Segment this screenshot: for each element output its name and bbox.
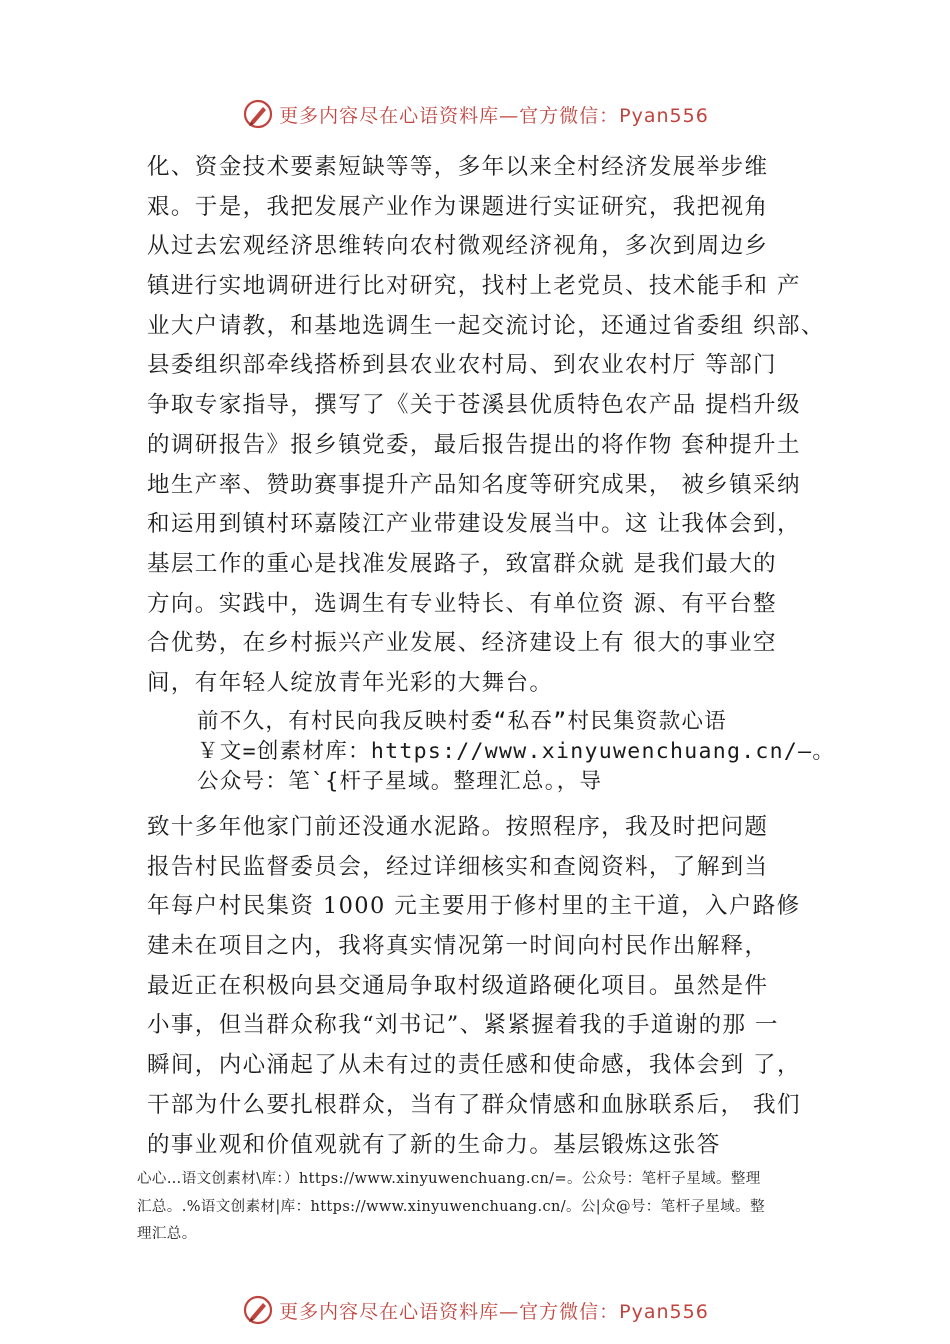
text-line: 瞬间，内心涌起了从未有过的责任感和使命感，我体会到 了， xyxy=(147,1052,801,1079)
footnote-line: 心心…语文创素材\库：）https://www.xinyuwenchuang.cn/=。公众号：笔杆子星域。整理 xyxy=(137,1171,761,1187)
banner-text: 更多内容尽在心语资料库—官方微信：Pyan556 xyxy=(279,104,709,127)
footer-banner xyxy=(0,1290,950,1330)
header-banner xyxy=(0,94,950,134)
text-line: 的调研报告》报乡镇党委，最后报告提出的将作物 套种提升土 xyxy=(147,431,801,458)
paragraph-2 xyxy=(147,808,847,1165)
text-line: 镇进行实地调研进行比对研究，找村上老党员、技术能手和 产 xyxy=(147,273,801,300)
text-line: 业大户请教，和基地选调生一起交流讨论，还通过省委组 织部、 xyxy=(147,312,825,339)
text-line: 争取专家指导，撰写了《关于苍溪县优质特色农产品 提档升级 xyxy=(147,392,801,419)
text-line: 从过去宏观经济思维转向农村微观经济视角，多次到周边乡 xyxy=(147,233,769,260)
text-line: 和运用到镇村环嘉陵江产业带建设发展当中。这 让我体会到， xyxy=(147,511,801,538)
footnote xyxy=(137,1166,837,1249)
text-line: 致十多年他家门前还没通水泥路。按照程序，我及时把问题 xyxy=(147,814,769,840)
text-line: 年每户村民集资 1000 元主要用于修村里的主干道，入户路修 xyxy=(147,893,801,920)
text-line: 艰。于是，我把发展产业作为课题进行实证研究，我把视角 xyxy=(147,193,769,220)
text-line: ￥文=创素材库：https://www.xinyuwenchuang.cn/—。 xyxy=(197,739,836,764)
text-line: 县委组织部牵线搭桥到县农业农村局、到农业农村厅 等部门 xyxy=(147,352,777,379)
text-line: 基层工作的重心是找准发展路子，致富群众就 是我们最大的 xyxy=(147,550,777,577)
indented-block xyxy=(197,707,837,797)
text-line: 公众号：笔`{杆子星域。整理汇总。，导 xyxy=(197,769,603,794)
footnote-line: 汇总。.%语文创素材|库：https://www.xinyuwenchuang.cn/。公|众@号：笔杆子星域。整 xyxy=(137,1198,765,1215)
text-line: 干部为什么要扎根群众，当有了群众情感和血脉联系后， 我们 xyxy=(147,1091,801,1118)
wechat-id: Pyan556 xyxy=(619,1300,709,1323)
text-line: 小事，但当群众称我“刘书记”、紧紧握着我的手道谢的那 一 xyxy=(147,1012,779,1039)
text-line: 合优势，在乡村振兴产业发展、经济建设上有 很大的事业空 xyxy=(147,630,777,657)
text-line: 的事业观和价值观就有了新的生命力。基层锻炼这张答 xyxy=(147,1131,721,1158)
footnote-line: 理汇总。 xyxy=(137,1226,197,1242)
text-line: 方向。实践中，选调生有专业特长、有单位资 源、有平台整 xyxy=(147,590,777,617)
text-line: 前不久，有村民向我反映村委“私吞”村民集资款心语 xyxy=(197,709,728,734)
text-line: 报告村民监督委员会，经过详细核实和查阅资料，了解到当 xyxy=(147,853,769,880)
paragraph-1 xyxy=(147,148,847,704)
text-line: 地生产率、赞助赛事提升产品知名度等研究成果， 被乡镇采纳 xyxy=(147,471,801,498)
text-line: 间，有年轻人绽放青年光彩的大舞台。 xyxy=(147,669,554,696)
text-line: 建未在项目之内，我将真实情况第一时间向村民作出解释， xyxy=(147,933,769,960)
pen-logo-icon xyxy=(241,97,275,131)
wechat-id: Pyan556 xyxy=(619,104,709,127)
text-line: 化、资金技术要素短缺等等，多年以来全村经济发展举步维 xyxy=(147,154,769,180)
banner-text: 更多内容尽在心语资料库—官方微信：Pyan556 xyxy=(279,1300,709,1323)
pen-logo-icon xyxy=(241,1293,275,1327)
text-line: 最近正在积极向县交通局争取村级道路硬化项目。虽然是件 xyxy=(147,972,769,999)
